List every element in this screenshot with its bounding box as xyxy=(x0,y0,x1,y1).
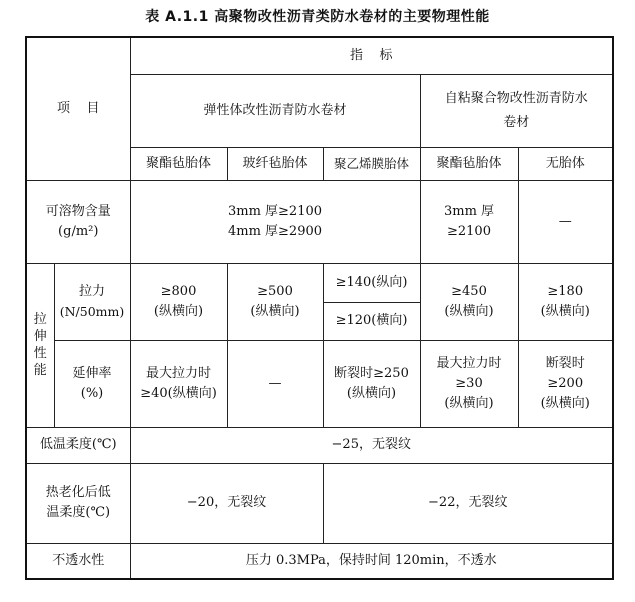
elongation-col4-line2: ≥30 xyxy=(455,375,483,391)
properties-table xyxy=(25,36,614,580)
elongation-col1-line1: 最大拉力时 xyxy=(145,365,211,381)
tensile-group-label: 拉伸性能 xyxy=(33,312,47,378)
tension-col3-transverse: ≥120(横向) xyxy=(335,313,408,328)
col-header-3: 聚乙烯膜胎体 xyxy=(323,147,420,180)
tension-col3-split xyxy=(324,264,420,340)
elongation-col5-cell xyxy=(518,340,613,427)
elongation-col4-line3: (纵横向) xyxy=(444,395,494,411)
item-header-cell xyxy=(26,37,130,180)
elongation-col5-line2: ≥200 xyxy=(547,375,584,391)
heat-aging-group2: −22，无裂纹 xyxy=(323,463,613,543)
col-header-4: 聚酯毡胎体 xyxy=(420,147,518,180)
elongation-col3-cell xyxy=(323,340,420,427)
tension-label: 拉力 xyxy=(78,283,105,299)
tension-col2-line2: (纵横向) xyxy=(250,303,300,319)
elongation-label: 延伸率 xyxy=(72,365,112,381)
tension-label-cell xyxy=(54,263,130,340)
soluble-3mm: 3mm 厚≥2100 xyxy=(227,203,323,219)
soluble-4mm: 4mm 厚≥2900 xyxy=(227,223,323,239)
impermeability-value: 压力 0.3MPa，保持时间 120min，不透水 xyxy=(130,543,613,579)
tensile-group-cell xyxy=(26,263,54,427)
tension-col5-line1: ≥180 xyxy=(547,283,584,299)
tension-col4-line1: ≥450 xyxy=(451,283,487,299)
tension-unit: (N/50mm) xyxy=(59,303,125,319)
soluble-col5-cell: — xyxy=(518,180,613,263)
tension-col2-cell xyxy=(227,263,323,340)
elongation-col4-line1: 最大拉力时 xyxy=(436,355,502,371)
elongation-col5-line1: 断裂时 xyxy=(545,355,585,371)
tension-col5-line2: (纵横向) xyxy=(540,303,590,319)
elongation-label-cell xyxy=(54,340,130,427)
tension-col3-cell xyxy=(323,263,420,340)
tension-col2-line1: ≥500 xyxy=(257,283,293,299)
heat-aging-group1: −20，无裂纹 xyxy=(130,463,323,543)
soluble-label-cell xyxy=(26,180,130,263)
tension-col4-line2: (纵横向) xyxy=(444,303,494,319)
soluble-group1-cell xyxy=(130,180,420,263)
heat-aging-label-line1: 热老化后低 xyxy=(45,485,111,500)
tension-col1-line1: ≥800 xyxy=(160,283,197,299)
low-temp-label: 低温柔度(℃) xyxy=(26,427,130,463)
elongation-col5-line3: (纵横向) xyxy=(540,395,590,411)
tension-col3-longitudinal: ≥140(纵向) xyxy=(324,264,420,303)
soluble-col4-cell xyxy=(420,180,518,263)
soluble-col4-line1: 3mm 厚 xyxy=(443,203,495,219)
elongation-unit: (%) xyxy=(80,385,104,401)
col-header-5: 无胎体 xyxy=(518,147,613,180)
elongation-col3-line2: (纵横向) xyxy=(346,385,397,401)
group1-header: 弹性体改性沥青防水卷材 xyxy=(130,74,420,147)
elongation-col1-line2: ≥40(纵横向) xyxy=(140,385,217,401)
impermeability-label: 不透水性 xyxy=(26,543,130,579)
tension-col1-cell xyxy=(130,263,227,340)
col-header-1: 聚酯毡胎体 xyxy=(130,147,227,180)
elongation-col2-cell: — xyxy=(227,340,323,427)
heat-aging-label-cell xyxy=(26,463,130,543)
tension-col4-cell xyxy=(420,263,518,340)
soluble-label: 可溶物含量 xyxy=(45,203,111,219)
col-header-2: 玻纤毡胎体 xyxy=(227,147,323,180)
table-title: 表 A.1.1 高聚物改性沥青类防水卷材的主要物理性能 xyxy=(145,9,490,25)
group2-header xyxy=(420,74,613,147)
elongation-col1-cell xyxy=(130,340,227,427)
group2-header-text: 自粘聚合物改性沥青防水卷材 xyxy=(444,90,588,130)
elongation-col4-cell xyxy=(420,340,518,427)
soluble-unit: (g/m²) xyxy=(58,223,99,239)
indicator-header-cell xyxy=(130,37,613,74)
elongation-col3-line1: 断裂时≥250 xyxy=(334,365,409,381)
tension-col1-line2: (纵横向) xyxy=(153,303,204,319)
low-temp-value: −25，无裂纹 xyxy=(130,427,613,463)
item-header: 项 目 xyxy=(56,100,100,116)
soluble-col4-line2: ≥2100 xyxy=(447,223,491,239)
indicator-header: 指 标 xyxy=(349,47,393,63)
heat-aging-label-line2: 温柔度(℃) xyxy=(46,505,111,520)
tension-col5-cell xyxy=(518,263,613,340)
